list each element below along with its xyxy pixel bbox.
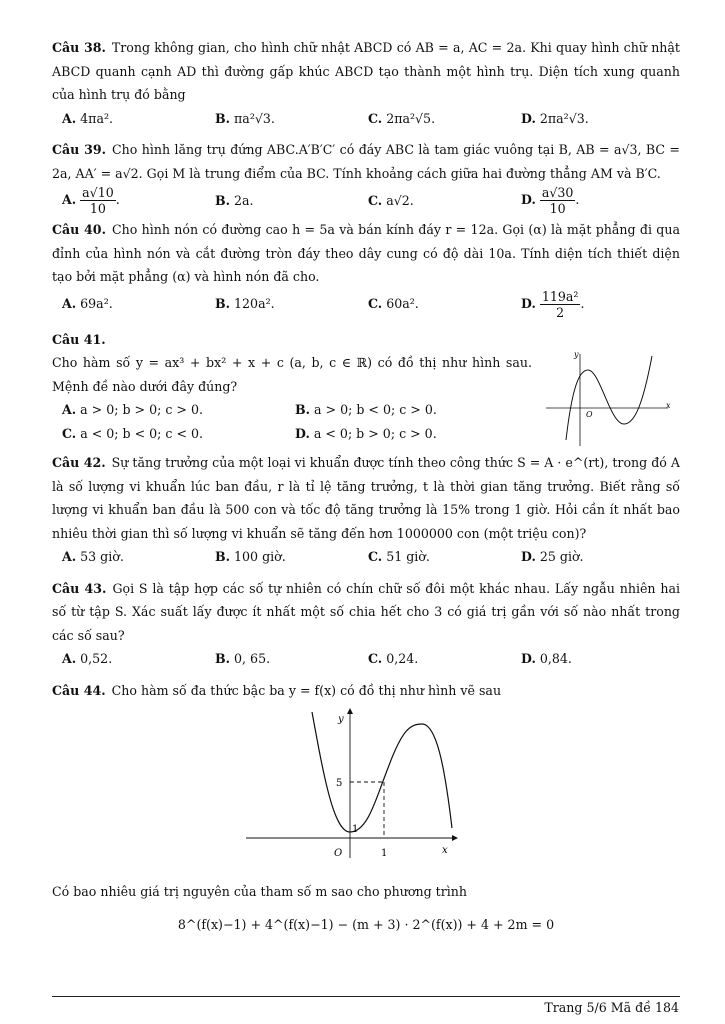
question-text: Sự tăng trưởng của một loại vi khuẩn được tính theo công thức S = A · e^(rt), trong đó A là số lượng vi khuẩn lúc ban đầu, r là tỉ lệ tăng trưởng, t là thời gian tăng trưởng. Biết rằng số lượng vi khuẩn ban đầu là 500 con và tốc độ tăng trưởng là 15% trong 1 giờ. Hỏi cần ít nhất bao nhiêu thời gian thì số lượng vi khuẩn sẽ tăng đến hơn 1000000 con (một triệu con)? xyxy=(52,455,680,541)
svg-text:x: x xyxy=(442,845,448,856)
question-text: Cho hình lăng trụ đứng ABC.A′B′C′ có đáy ABC là tam giác vuông tại B, AB = a√3, BC = 2a, AA′ = a√2. Gọi M là trung điểm của BC. Tính khoảng cách giữa hai đường thẳng AM và B′C. xyxy=(52,142,680,181)
question-label: Câu 42. xyxy=(52,455,106,470)
question-label: Câu 43. xyxy=(52,580,107,596)
svg-text:y: y xyxy=(338,714,344,725)
fraction: $\frac{a√30}{10}$ xyxy=(541,185,574,216)
option-a[interactable]: A. $\frac{a√10}{10}$ . xyxy=(62,185,120,216)
option-c[interactable]: C. 2πa²√5. xyxy=(368,110,436,126)
option-b[interactable]: B. πa²√3. xyxy=(215,110,275,126)
option-d[interactable]: D. $\frac{a√30}{10}$ . xyxy=(521,185,580,216)
option-a[interactable]: A. 69a². xyxy=(62,296,113,312)
svg-text:1: 1 xyxy=(381,848,388,859)
option-a[interactable]: A. 4πa². xyxy=(62,110,114,126)
question-text-2: Có bao nhiêu giá trị nguyên của tham số m sao cho phương trình xyxy=(52,883,467,899)
option-a[interactable]: A. a > 0; b > 0; c > 0. xyxy=(62,402,203,417)
option-d[interactable]: D. 2πa²√3. xyxy=(521,110,589,126)
question-label: Câu 39. xyxy=(52,142,107,157)
question-text: Cho hàm số đa thức bậc ba y = f(x) có đồ thị như hình vẽ sau xyxy=(111,682,502,698)
option-b[interactable]: B. 100 giờ. xyxy=(215,549,286,564)
question-39 xyxy=(52,138,680,216)
question-text: Trong không gian, cho hình chữ nhật ABCD có AB = a, AC = 2a. Khi quay hình chữ nhật ABCD quanh cạnh AD thì đường gấp khúc ABCD tạo thành một hình trụ. Diện tích xung quanh của hình trụ đó bằng xyxy=(52,40,680,102)
page-footer: Trang 5/6 Mã đề 184 xyxy=(544,1000,679,1015)
option-a[interactable]: A. 53 giờ. xyxy=(62,549,124,564)
options xyxy=(62,289,680,320)
question-label: Câu 44. xyxy=(52,682,106,698)
option-c[interactable]: C. 60a². xyxy=(368,296,419,312)
question-44 xyxy=(52,679,680,937)
option-b[interactable]: B. 2a. xyxy=(215,192,254,208)
fraction: $\frac{a√10}{10}$ xyxy=(82,185,114,216)
question-text: Cho hình nón có đường cao h = 5a và bán kính đáy r = 12a. Gọi (α) là mặt phẳng đi qua đỉnh của hình nón và cắt đường tròn đáy theo dây cung có độ dài 10a. Tính diện tích thiết diện tạo bởi mặt phẳng (α) và hình nón đã cho. xyxy=(52,222,680,284)
svg-text:O: O xyxy=(334,848,343,859)
question-42 xyxy=(52,451,680,569)
fraction: $\frac{\text{119a²}}{2}$ xyxy=(541,288,579,320)
options xyxy=(62,647,680,671)
question-43 xyxy=(52,577,680,671)
question-38 xyxy=(52,36,680,130)
cubic-graph-44 xyxy=(246,708,466,868)
options xyxy=(62,545,680,569)
exam-page xyxy=(52,36,680,937)
svg-text:x: x xyxy=(666,400,671,410)
option-d[interactable]: D. 25 giờ. xyxy=(521,549,584,564)
option-c[interactable]: C. 0,24. xyxy=(368,651,419,666)
option-d[interactable]: D. 0,84. xyxy=(521,651,572,666)
question-41 xyxy=(52,328,680,446)
svg-text:y: y xyxy=(574,349,579,359)
question-text: Gọi S là tập hợp các số tự nhiên có chín chữ số đôi một khác nhau. Lấy ngẫu nhiên hai số từ tập S. Xác suất lấy được ít nhất một số chia hết cho 3 có giá trị gần với số nào nhất trong các số sau? xyxy=(52,580,680,643)
question-label: Câu 38. xyxy=(52,40,106,55)
options xyxy=(62,185,680,216)
svg-text:O: O xyxy=(586,409,593,419)
option-b[interactable]: B. 120a². xyxy=(215,296,275,312)
option-d[interactable]: D. a < 0; b > 0; c > 0. xyxy=(295,425,437,441)
option-a[interactable]: A. 0,52. xyxy=(62,651,113,666)
options xyxy=(62,107,680,131)
question-label: Câu 40. xyxy=(52,222,106,237)
option-d[interactable]: D. $\frac{\text{119a²}}{2}$ . xyxy=(521,288,585,320)
svg-text:5: 5 xyxy=(336,778,343,789)
question-label: Câu 41. xyxy=(52,331,106,347)
option-c[interactable]: C. 51 giờ. xyxy=(368,549,430,564)
option-b[interactable]: B. a > 0; b < 0; c > 0. xyxy=(295,402,437,417)
question-text: Cho hàm số y = ax³ + bx² + x + c (a, b, c ∈ ℝ) có đồ thị như hình sau. Mệnh đề nào dưới đây đúng? xyxy=(52,355,532,394)
footer-divider xyxy=(52,996,680,997)
option-c[interactable]: C. a√2. xyxy=(368,192,414,208)
question-40 xyxy=(52,218,680,320)
option-c[interactable]: C. a < 0; b < 0; c < 0. xyxy=(62,425,204,441)
svg-text:1: 1 xyxy=(352,824,359,835)
equation: 8^(f(x)−1) + 4^(f(x)−1) − (m + 3) · 2^(f(x)) + 4 + 2m = 0 xyxy=(177,917,555,932)
cubic-graph-41 xyxy=(544,348,674,448)
option-b[interactable]: B. 0, 65. xyxy=(215,651,271,666)
